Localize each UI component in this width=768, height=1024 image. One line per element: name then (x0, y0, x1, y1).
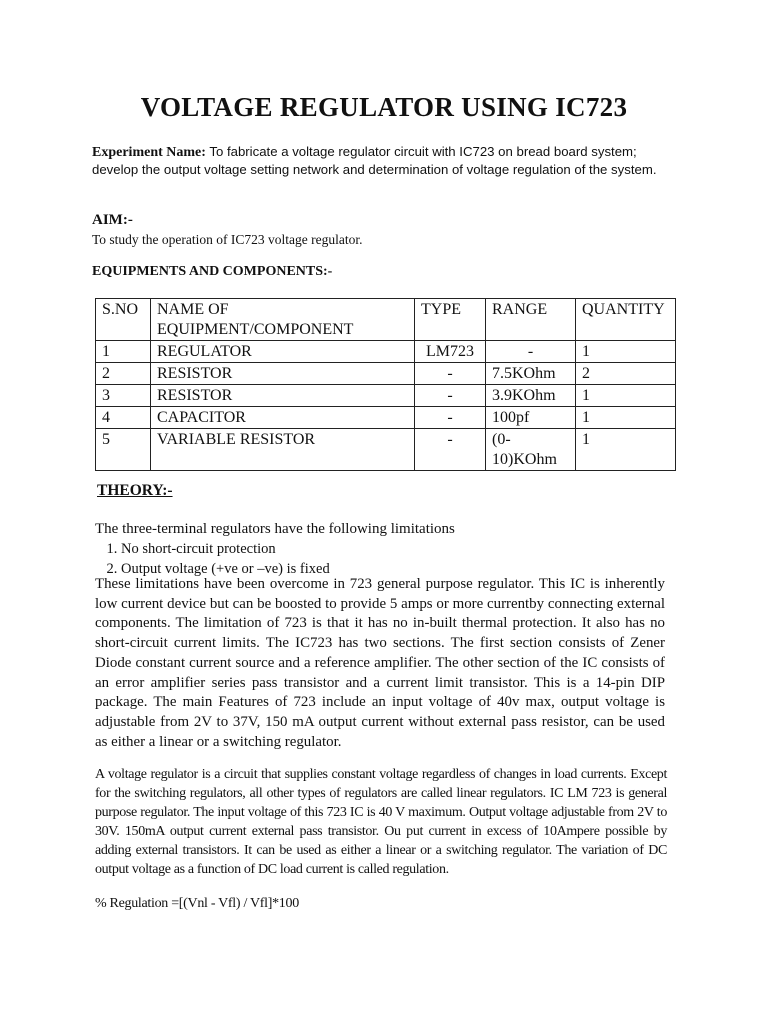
cell-quantity: 1 (576, 407, 676, 429)
cell-name: RESISTOR (151, 363, 415, 385)
theory-paragraph-1: These limitations have been overcome in 723 general purpose regulator. This IC is inherently low current device but can be boosted to provide 5 amps or more currentby connecting external components. The limitation of 723 is that it has no in-built thermal protection. It also has no short-circuit current limits. The IC723 has two sections. The first section consists of Zener Diode constant current source and a reference amplifier. The other section of the IC consists of an error amplifier series pass transistor and a current limit transistor. This is a 14-pin DIP package. The main Features of 723 include an input voltage of 40v max, output voltage is adjustable from 2V to 37V, 150 mA output current without external pass resistor, can be used as either a linear or a switching regulator. (95, 576, 665, 750)
table-row (96, 341, 676, 363)
cell-name: REGULATOR (151, 341, 415, 363)
table-row (96, 429, 676, 471)
experiment-name (92, 144, 672, 178)
cell-quantity: 1 (576, 385, 676, 407)
cell-name: VARIABLE RESISTOR (151, 429, 415, 471)
cell-quantity: 1 (576, 341, 676, 363)
aim-heading: AIM:- (92, 212, 133, 228)
cell-quantity: 1 (576, 429, 676, 471)
limitations-list (95, 539, 675, 579)
cell-type: - (415, 407, 486, 429)
theory-paragraph-2: A voltage regulator is a circuit that supplies constant voltage regardless of changes in load currents. Except for the switching regulators, all other types of regulators are called linear regulators. IC LM 723 is general purpose regulator. The input voltage of this 723 IC is 40 V maximum. Output voltage adjustable from 2V to 30V. 150mA output current external pass transistor. Ou put current in excess of 10Ampere possible by adding external transistors. It can be used as either a linear or a switching regulator. The variation of DC output voltage as a function of DC load current is called regulation. (95, 767, 667, 877)
cell-type: - (415, 363, 486, 385)
theory-heading: THEORY:- (97, 482, 173, 499)
cell-range: - (486, 341, 576, 363)
components-table (95, 298, 676, 471)
cell-type: LM723 (415, 341, 486, 363)
cell-type: - (415, 385, 486, 407)
cell-quantity: 2 (576, 363, 676, 385)
cell-range: (0-10)KOhm (486, 429, 576, 471)
table-header-row (96, 299, 676, 341)
cell-sno: 4 (96, 407, 151, 429)
experiment-label: Experiment Name: (92, 145, 206, 160)
header-sno: S.NO (96, 299, 151, 341)
cell-sno: 3 (96, 385, 151, 407)
table-row (96, 385, 676, 407)
list-item: 1. No short-circuit protection (121, 539, 675, 559)
header-range: RANGE (486, 299, 576, 341)
cell-range: 100pf (486, 407, 576, 429)
cell-sno: 2 (96, 363, 151, 385)
experiment-text: To fabricate a voltage regulator circuit with IC723 on bread board system; develop the output voltage setting network and determination of voltage regulation of the system. (92, 144, 657, 177)
equipment-heading: EQUIPMENTS AND COMPONENTS:- (92, 264, 333, 279)
document-title: VOLTAGE REGULATOR USING IC723 (140, 92, 628, 122)
cell-range: 7.5KOhm (486, 363, 576, 385)
header-name: NAME OF EQUIPMENT/COMPONENT (151, 299, 415, 341)
cell-type: - (415, 429, 486, 471)
header-quantity: QUANTITY (576, 299, 676, 341)
table-row (96, 407, 676, 429)
aim-text: To study the operation of IC723 voltage regulator. (92, 232, 363, 247)
cell-sno: 5 (96, 429, 151, 471)
cell-name: RESISTOR (151, 385, 415, 407)
limitations-block (95, 519, 675, 579)
regulation-formula: % Regulation =[(Vnl - Vfl) / Vfl]*100 (95, 896, 299, 911)
cell-range: 3.9KOhm (486, 385, 576, 407)
limitations-intro: The three-terminal regulators have the following limitations (95, 521, 455, 537)
list-item: 2. Output voltage (+ve or –ve) is fixed (121, 559, 675, 579)
header-type: TYPE (415, 299, 486, 341)
cell-sno: 1 (96, 341, 151, 363)
cell-name: CAPACITOR (151, 407, 415, 429)
table-row (96, 363, 676, 385)
